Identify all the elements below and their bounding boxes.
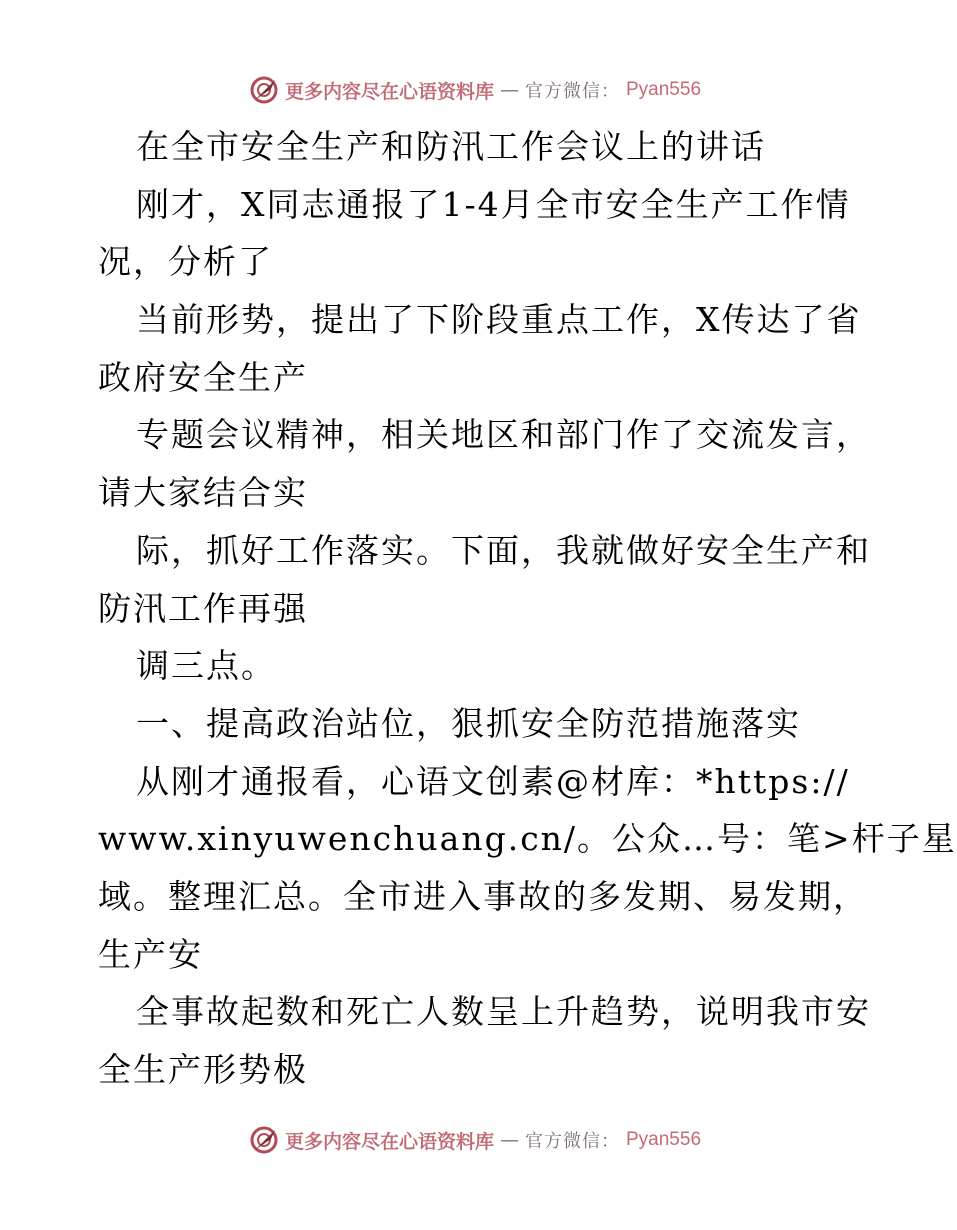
watermark-dash: — bbox=[500, 79, 519, 101]
quill-logo-icon bbox=[249, 1125, 279, 1155]
watermark-site-text: 更多内容尽在心语资料库 bbox=[284, 1130, 494, 1153]
text-line: 防汛工作再强 bbox=[98, 588, 308, 628]
text-line: 际，抓好工作落实。下面，我就做好安全生产和 bbox=[136, 530, 871, 570]
watermark-dash: — bbox=[500, 1129, 519, 1151]
watermark-site-text: 更多内容尽在心语资料库 bbox=[284, 80, 494, 103]
watermark-wechat-label: 官方微信： bbox=[525, 1131, 620, 1152]
watermark-group bbox=[249, 1125, 701, 1155]
document-body bbox=[98, 118, 957, 1099]
header-watermark bbox=[0, 70, 950, 110]
watermark-group bbox=[249, 75, 701, 105]
section-heading: 一、提高政治站位，狠抓安全防范措施落实 bbox=[136, 703, 801, 743]
text-line: 况，分析了 bbox=[98, 242, 273, 282]
text-line: 在全市安全生产和防汛工作会议上的讲话 bbox=[136, 127, 766, 166]
watermark-wechat-id: Pyan556 bbox=[626, 79, 702, 100]
quill-logo-icon bbox=[249, 75, 279, 105]
text-line: 域。整理汇总。全市进入事故的多发期、易发期， bbox=[98, 876, 868, 916]
text-line: 专题会议精神，相关地区和部门作了交流发言， bbox=[136, 415, 871, 455]
text-line: 政府安全生产 bbox=[98, 357, 308, 397]
text-line: 生产安 bbox=[98, 934, 203, 974]
text-line: 刚才，X同志通报了1-4月全市安全生产工作情 bbox=[136, 184, 851, 224]
watermark-wechat-label: 官方微信： bbox=[525, 81, 620, 102]
text-line: 调三点。 bbox=[136, 646, 276, 686]
text-line: www.xinyuwenchuang.cn/。公众…号：笔>杆子星 bbox=[98, 819, 957, 859]
text-line: 从刚才通报看，心语文创素@材库：*https:// bbox=[136, 761, 850, 801]
text-line: 全事故起数和死亡人数呈上升趋势，说明我市安 bbox=[136, 992, 871, 1032]
text-line: 当前形势，提出了下阶段重点工作，X传达了省 bbox=[136, 300, 862, 340]
watermark-wechat-id: Pyan556 bbox=[626, 1129, 702, 1150]
footer-watermark bbox=[0, 1120, 950, 1160]
text-line: 全生产形势极 bbox=[98, 1050, 308, 1089]
text-line: 请大家结合实 bbox=[98, 473, 308, 513]
